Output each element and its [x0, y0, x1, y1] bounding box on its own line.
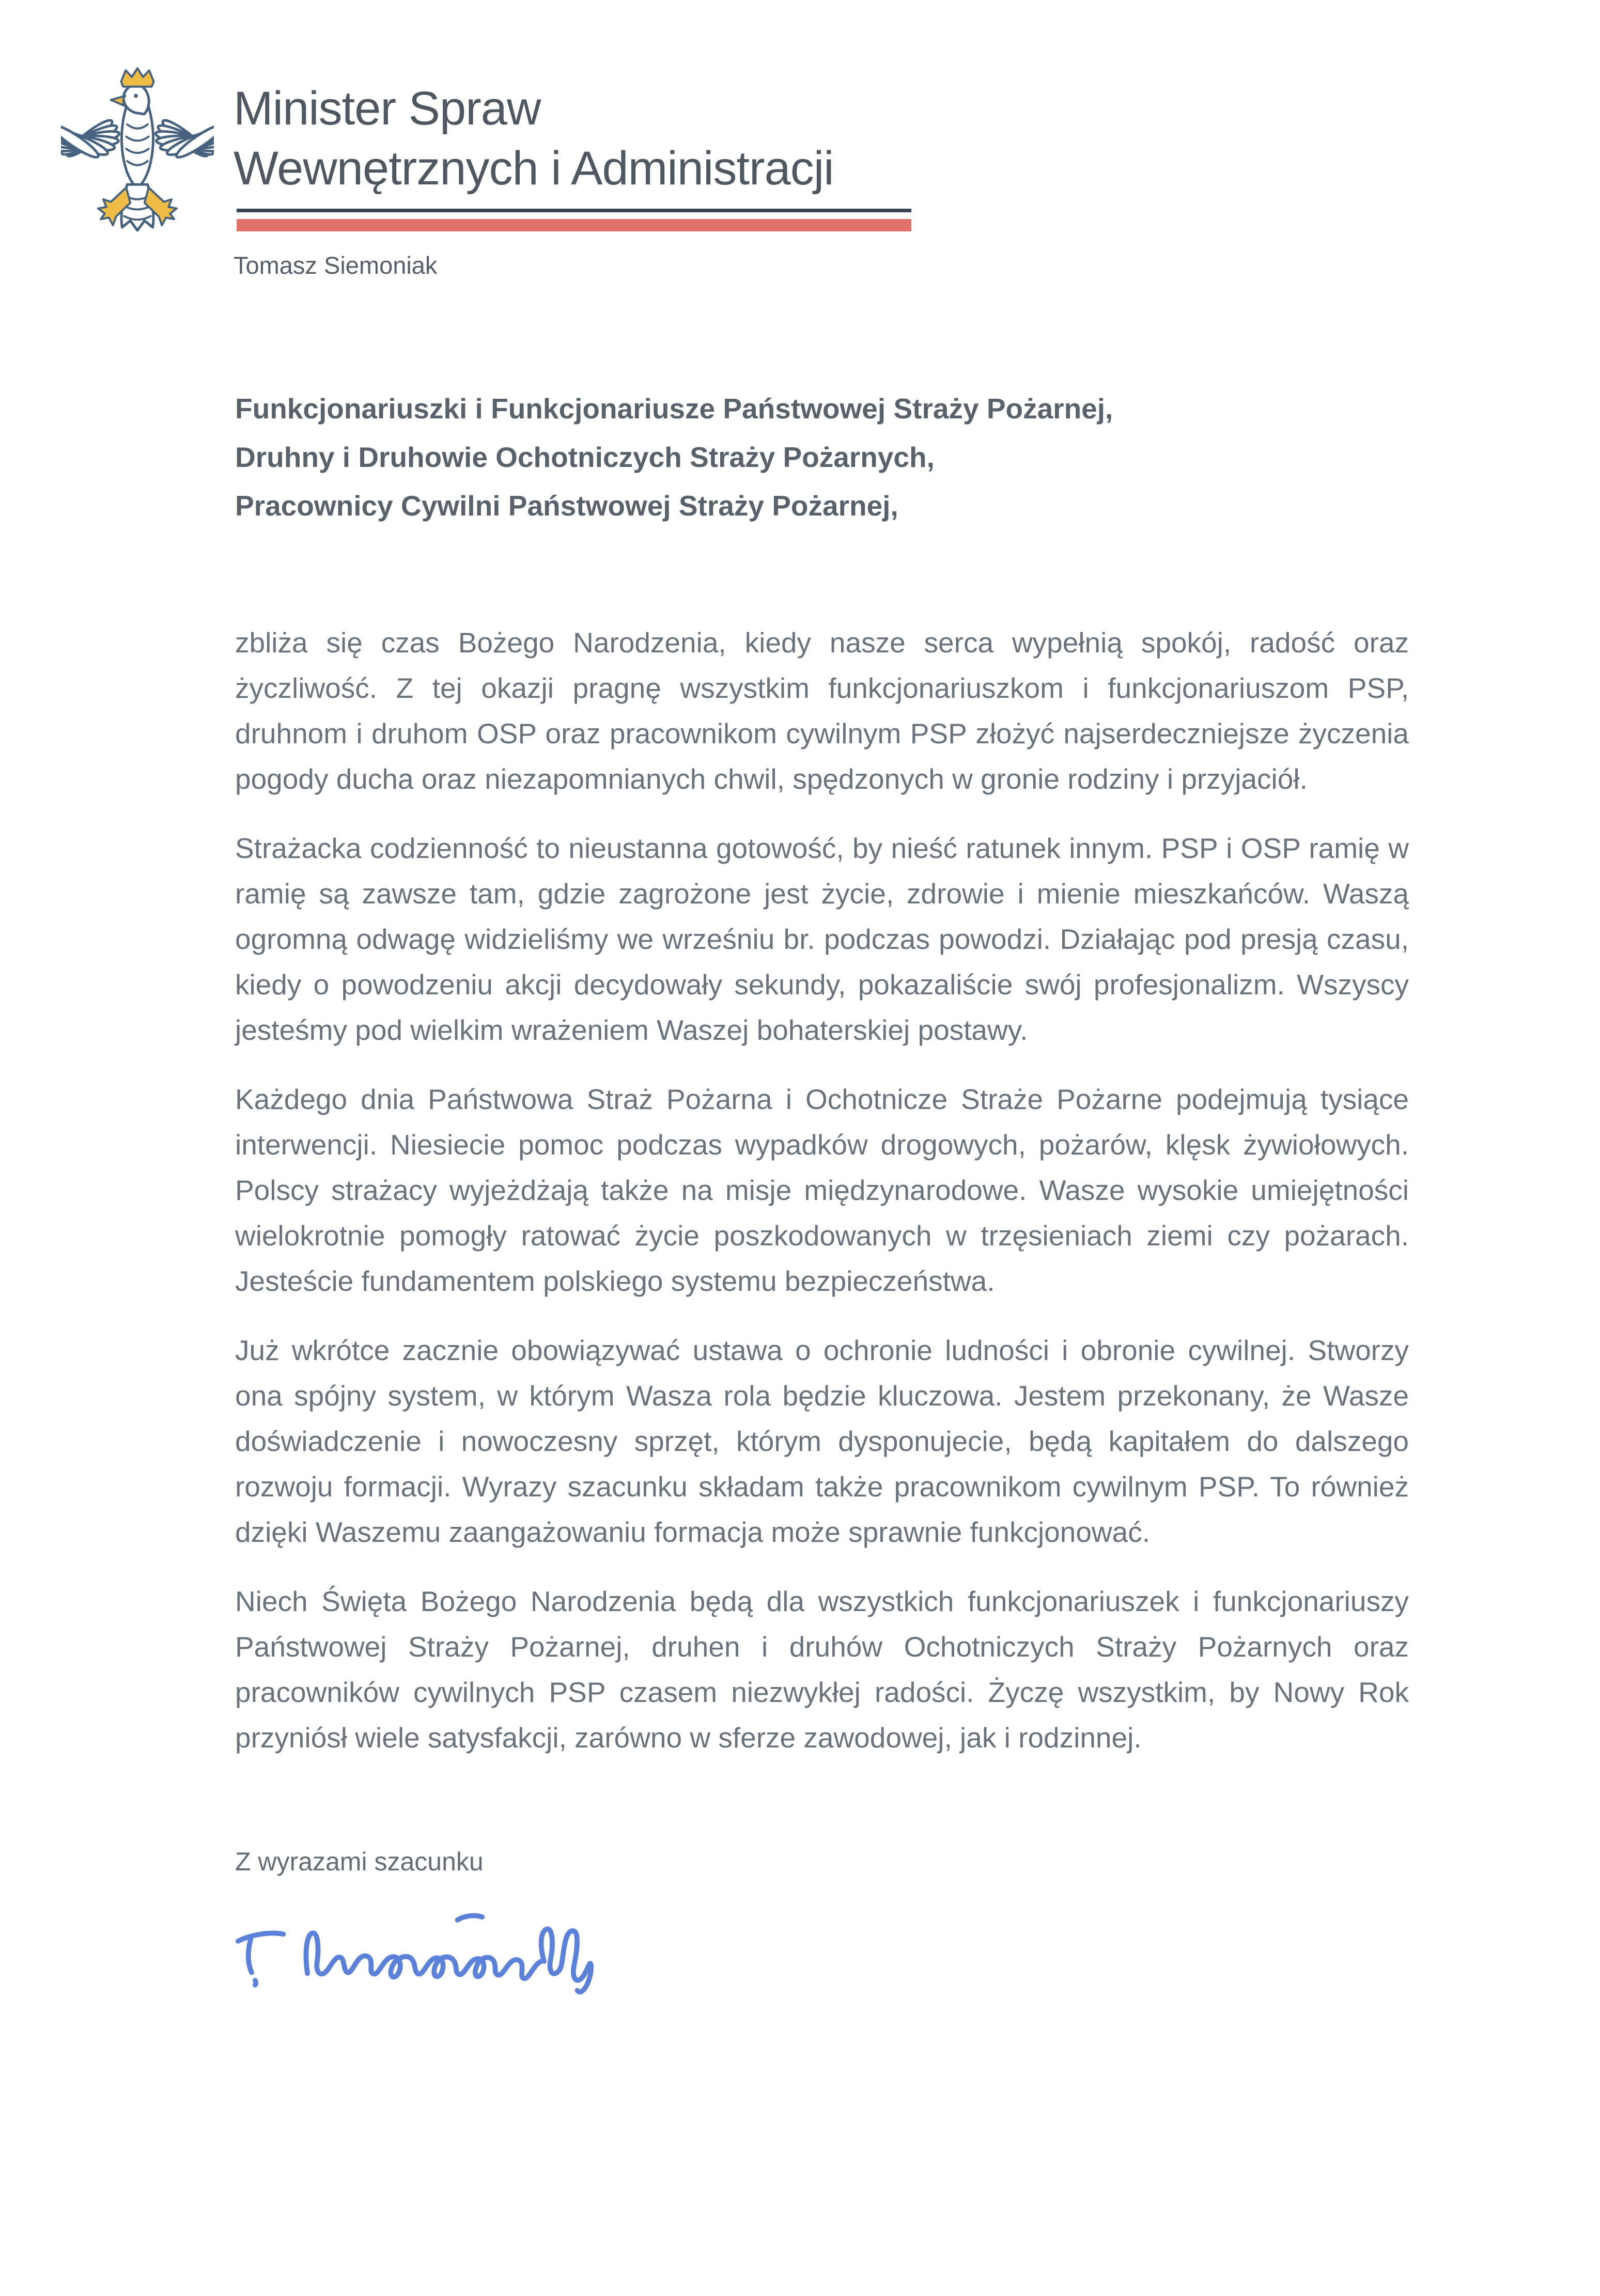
beak-icon	[111, 96, 126, 106]
header-rule-red	[237, 219, 911, 231]
salutation-line: Funkcjonariuszki i Funkcjonariusze Państwowej Straży Pożarnej,	[235, 393, 1113, 425]
minister-name: Tomasz Siemoniak	[234, 252, 438, 279]
paragraph: Strażacka codzienność to nieustanna gotowość, by nieść ratunek innym. PSP i OSP ramię w ramię są zawsze tam, gdzie zagrożone jest życie, zdrowie i mienie mieszkańców. Waszą ogromną odwagę widzieliśmy we wrześniu br. podczas powodzi. Działając pod presją czasu, kiedy o powodzeniu akcji decydowały sekundy, pokazaliście swój profesjonalizm. Wszyscy jesteśmy pod wielkim wrażeniem Waszej bohaterskiej postawy.	[235, 832, 1409, 1046]
signature-stroke	[255, 1980, 256, 1985]
salutation-line: Druhny i Druhowie Ochotniczych Straży Pożarnych,	[235, 441, 935, 473]
signature-stroke	[306, 1929, 591, 1992]
ministry-title	[234, 79, 834, 198]
paragraph: zbliża się czas Bożego Narodzenia, kiedy nasze serca wypełnią spokój, radość oraz życzliwość. Z tej okazji pragnę wszystkim funkcjonariuszkom i funkcjonariuszom PSP, druhnom i druhom OSP oraz pracownikom cywilnym PSP złożyć najserdeczniejsze życzenia pogody ducha oraz niezapomnianych chwil, spędzonych w gronie rodziny i przyjaciół.	[235, 627, 1409, 795]
signature-ink	[238, 1916, 592, 1992]
eagle-body	[121, 107, 153, 188]
ministry-title-line-2: Wewnętrznych i Administracji	[234, 142, 834, 195]
ministry-title-line-1: Minister Spraw	[234, 82, 541, 135]
paragraph: Każdego dnia Państwowa Straż Pożarna i Ochotnicze Straże Pożarne podejmują tysiące interwencji. Niesiecie pomoc podczas wypadków drogowych, pożarów, klęsk żywiołowych. Polscy strażacy wyjeżdżają także na misje międzynarodowe. Wasze wysokie umiejętności wielokrotnie pomogły ratować życie poszkodowanych w trzęsieniach ziemi czy pożarach. Jesteście fundamentem polskiego systemu bezpieczeństwa.	[235, 1083, 1409, 1297]
signature-handwriting	[232, 1903, 625, 2020]
paragraph: Niech Święta Bożego Narodzenia będą dla wszystkich funkcjonariuszek i funkcjonariuszy Państwowej Straży Pożarnej, druhen i druhów Ochotniczych Straży Pożarnych oraz pracowników cywilnych PSP czasem niezwykłej radości. Życzę wszystkim, by Nowy Rok przyniósł wiele satysfakcji, zarówno w sferze zawodowej, jak i rodzinnej.	[235, 1585, 1409, 1754]
header-rule-navy	[237, 209, 911, 212]
signature-stroke	[458, 1916, 483, 1920]
salutation	[235, 384, 1409, 530]
letter-paragraphs	[235, 620, 1409, 1760]
polish-eagle-icon	[61, 67, 214, 241]
signature-stroke	[238, 1933, 284, 1941]
paragraph: Już wkrótce zacznie obowiązywać ustawa o ochronie ludności i obronie cywilnej. Stworzy ona spójny system, w którym Wasza rola będzie kluczowa. Jestem przekonany, że Wasze doświadczenie i nowoczesny sprzęt, którym dysponujecie, będą kapitałem do dalszego rozwoju formacji. Wyrazy szacunku składam także pracownikom cywilnym PSP. To również dzięki Waszemu zaangażowaniu formacja może sprawnie funkcjonować.	[235, 1334, 1409, 1548]
crown-icon	[121, 68, 153, 87]
eagle-wings	[61, 84, 214, 230]
signature-stroke	[248, 1937, 252, 1972]
closing-line: Z wyrazami szacunku	[235, 1847, 484, 1876]
letter-body	[235, 384, 1409, 2020]
salutation-line: Pracownicy Cywilni Państwowej Straży Pożarnej,	[235, 490, 898, 522]
